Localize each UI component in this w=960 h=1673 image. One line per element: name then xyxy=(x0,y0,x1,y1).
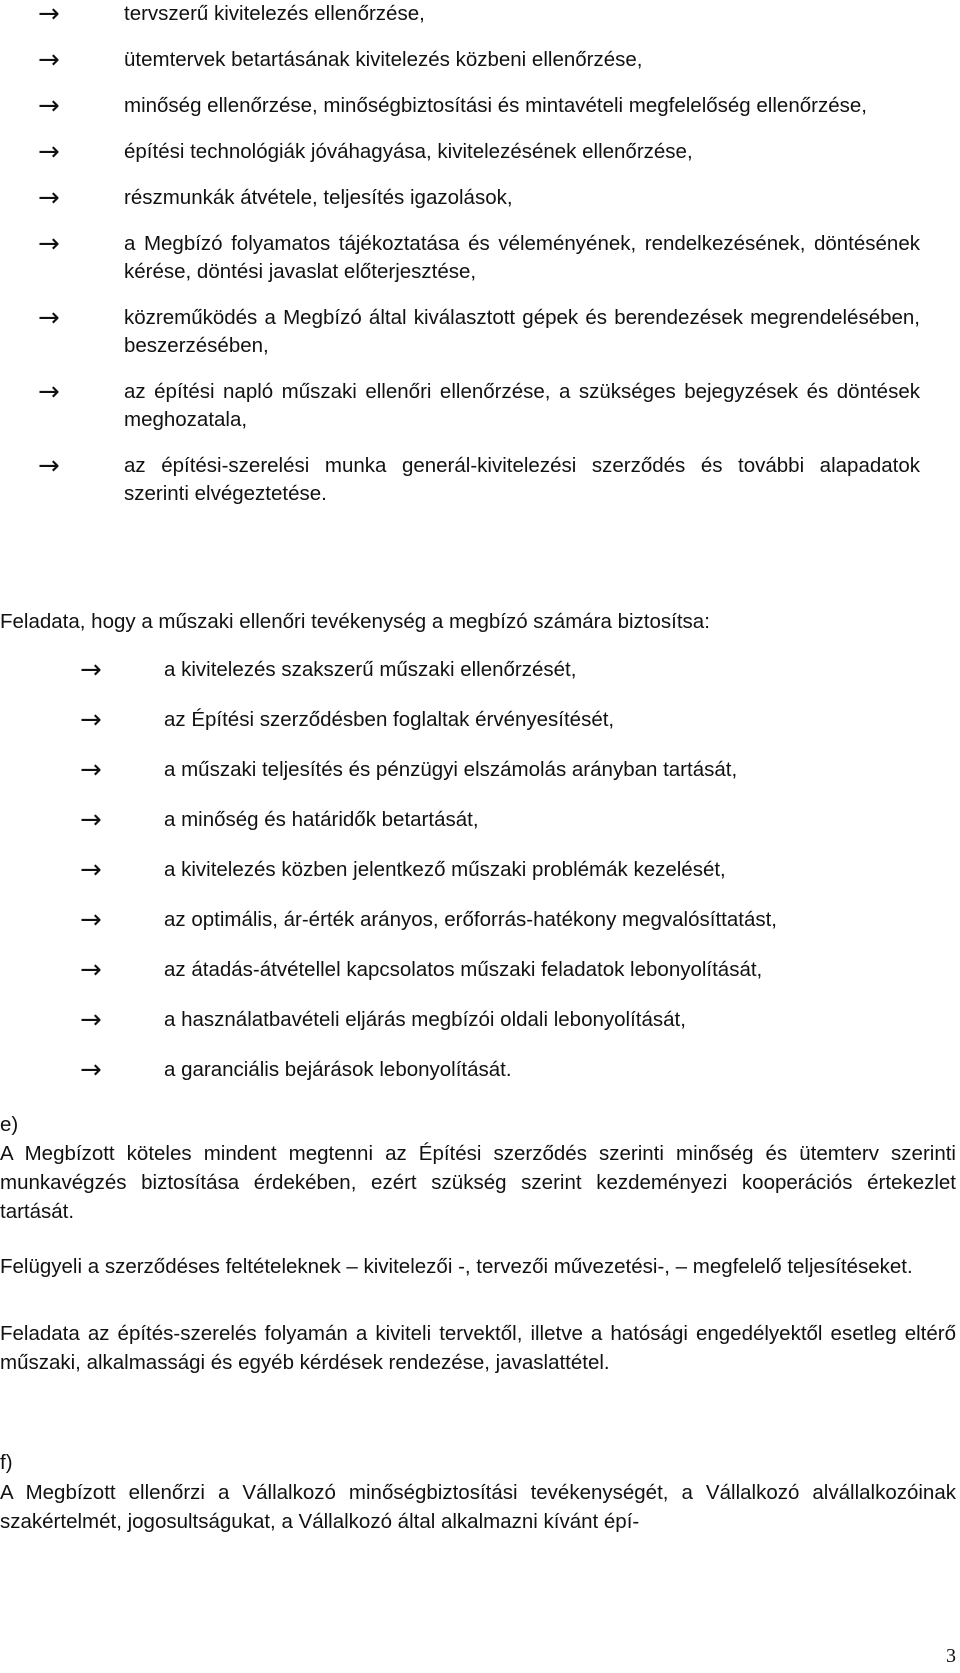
list-item: → az építési napló műszaki ellenőri ellenőrzése, a szükséges bejegyzések és döntések meghozatala, xyxy=(38,377,920,431)
intro-sentence: Feladata, hogy a műszaki ellenőri tevékenység a megbízó számára biztosítsa: xyxy=(0,610,710,633)
list-item: → a minőség és határidők betartását, xyxy=(80,805,479,835)
list-item: → a műszaki teljesítés és pénzügyi elszámolás arányban tartását, xyxy=(80,755,738,785)
list-item: → építési technológiák jóváhagyása, kivitelezésének ellenőrzése, xyxy=(38,137,693,167)
section-e-label: e) xyxy=(0,1113,19,1136)
list-item: → az Építési szerződésben foglaltak érvényesítését, xyxy=(80,705,615,735)
task-list xyxy=(0,0,960,526)
page-number: 3 xyxy=(946,1645,956,1667)
section-f-label: f) xyxy=(0,1451,13,1474)
list-item: → tervszerű kivitelezés ellenőrzése, xyxy=(38,0,425,29)
arrow-icon: → xyxy=(38,229,60,259)
list-item: → az építési-szerelési munka generál-kivitelezési szerződés és további alapadatok szerinti elvégeztetése. xyxy=(38,451,920,505)
arrow-icon: → xyxy=(38,451,60,481)
list-item: → az átadás-átvétellel kapcsolatos műszaki feladatok lebonyolítását, xyxy=(80,955,763,985)
section-e-paragraph-2: Felügyeli a szerződéses feltételeknek – kivitelezői -, tervezői művezetési-, – megfelelő teljesítéseket. xyxy=(0,1255,913,1278)
arrow-icon: → xyxy=(38,183,60,213)
list-item: → a kivitelezés közben jelentkező műszaki problémák kezelését, xyxy=(80,855,726,885)
arrow-icon: → xyxy=(80,705,102,735)
arrow-icon: → xyxy=(80,855,102,885)
arrow-icon: → xyxy=(80,955,102,985)
arrow-icon: → xyxy=(80,655,102,685)
list-item: → ütemtervek betartásának kivitelezés közbeni ellenőrzése, xyxy=(38,45,643,75)
list-item: → az optimális, ár-érték arányos, erőforrás-hatékony megvalósíttatást, xyxy=(80,905,777,935)
list-item: → a használatbavételi eljárás megbízói oldali lebonyolítását, xyxy=(80,1005,686,1035)
list-item: → közreműködés a Megbízó által kiválasztott gépek és berendezések megrendelésében, beszerzésében, xyxy=(38,303,920,357)
list-item: → részmunkák átvétele, teljesítés igazolások, xyxy=(38,183,513,213)
arrow-icon: → xyxy=(80,755,102,785)
list-item: → a kivitelezés szakszerű műszaki ellenőrzését, xyxy=(80,655,577,685)
section-e-paragraph-3: Feladata az építés-szerelés folyamán a kiviteli tervektől, illetve a hatósági engedélyektől esetleg eltérő műszaki, alkalmassági és egyéb kérdések rendezése, javaslattétel. xyxy=(0,1322,956,1374)
section-f-paragraph-1: A Megbízott ellenőrzi a Vállalkozó minőségbiztosítási tevékenységét, a Vállalkozó alvállalkozóinak szakértelmét, jogosultságukat, a Vállalkozó által alkalmazni kívánt épí- xyxy=(0,1481,956,1533)
guarantee-list xyxy=(0,656,960,1106)
arrow-icon: → xyxy=(38,377,60,407)
arrow-icon: → xyxy=(38,303,60,333)
arrow-icon: → xyxy=(80,905,102,935)
list-item: → minőség ellenőrzése, minőségbiztosítási és mintavételi megfelelőség ellenőrzése, xyxy=(38,91,867,121)
section-e-paragraph-1: A Megbízott köteles mindent megtenni az Építési szerződés szerinti minőség és ütemterv szerinti munkavégzés biztosítása érdekében, ezért szükség szerint kezdeményezi kooperációs értekezlet tartását. xyxy=(0,1142,956,1223)
arrow-icon: → xyxy=(80,1055,102,1085)
arrow-icon: → xyxy=(38,45,60,75)
arrow-icon: → xyxy=(80,805,102,835)
arrow-icon: → xyxy=(80,1005,102,1035)
list-item: → a Megbízó folyamatos tájékoztatása és véleményének, rendelkezésének, döntésének kérése, döntési javaslat előterjesztése, xyxy=(38,229,920,283)
arrow-icon: → xyxy=(38,137,60,167)
arrow-icon: → xyxy=(38,91,60,121)
arrow-icon: → xyxy=(38,0,60,29)
list-item: → a garanciális bejárások lebonyolítását. xyxy=(80,1055,512,1085)
